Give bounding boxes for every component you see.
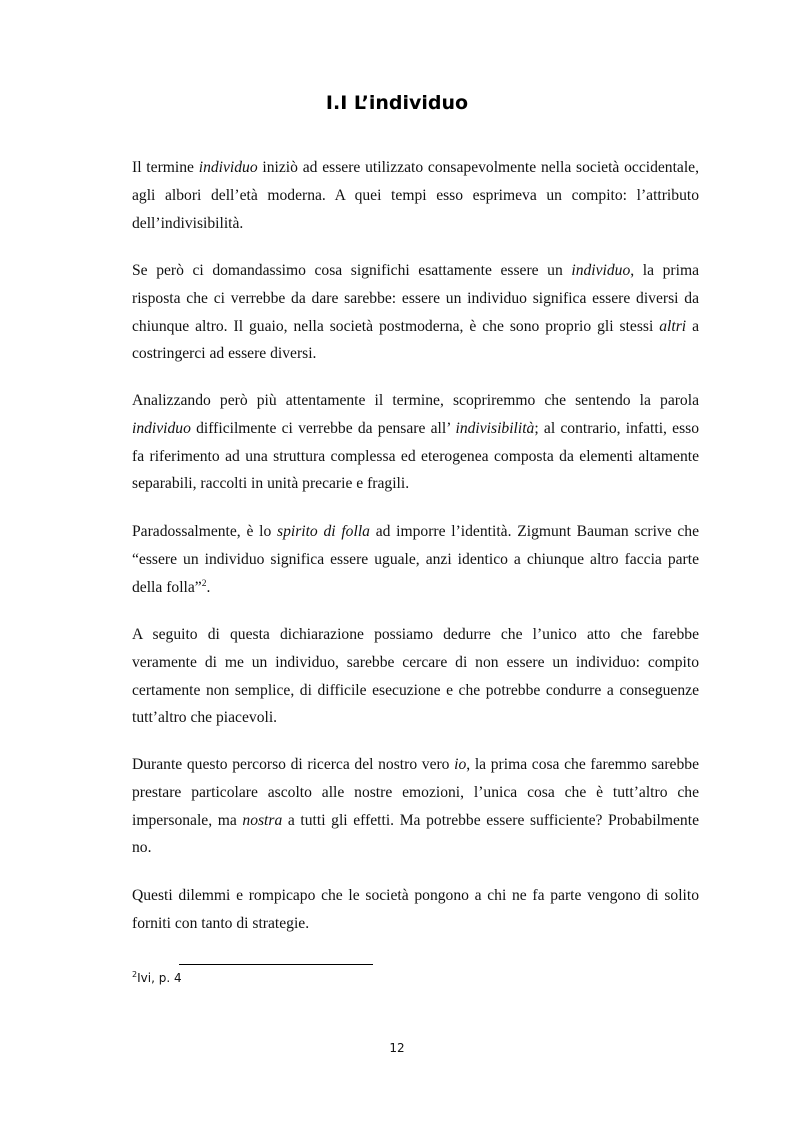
- paragraph-1: Il termine individuo iniziò ad essere utilizzato consapevolmente nella società occidentale, agli albori dell’età moderna. A quei tempi esso esprimeva un compito: l’attributo dell’indivisibilità.: [132, 159, 700, 232]
- paragraph-2: Se però ci domandassimo cosa significhi esattamente essere un individuo, la prima risposta che ci verrebbe da dare sarebbe: essere un individuo significa essere diversi da chiunque altro. Il guaio, nella società postmoderna, è che sono proprio gli stessi altri a costringerci ad essere diversi.: [132, 262, 699, 363]
- footnote-text: Ivi, p. 4: [137, 971, 182, 985]
- paragraph-7: Questi dilemmi e rompicapo che le società pongono a chi ne fa parte vengono di solito forniti con tanto di strategie.: [132, 887, 699, 932]
- footnote-reference: 2: [201, 578, 207, 589]
- footnote: [132, 971, 182, 985]
- paragraph-6: Durante questo percorso di ricerca del nostro vero io, la prima cosa che faremmo sarebbe prestare particolare ascolto alle nostre emozioni, l’unica cosa che è tutt’altro che impersonale, ma nostra a tutti gli effetti. Ma potrebbe essere sufficiente? Probabilmente no.: [132, 756, 699, 857]
- paragraph-4: Paradossalmente, è lo spirito di folla ad imporre l’identità. Zigmunt Bauman scrive che “essere un individuo significa essere uguale, anzi identico a chiunque altro faccia parte della folla”$^2$.: [132, 523, 700, 596]
- footnote-separator: [179, 964, 373, 965]
- paragraph-5: A seguito di questa dichiarazione possiamo dedurre che l’unico atto che farebbe veramente di me un individuo, sarebbe cercare di non essere un individuo: compito certamente non semplice, di difficile esecuzione e che potrebbe condurre a conseguenze tutt’altro che piacevoli.: [132, 626, 699, 727]
- page-number: 12: [389, 1041, 405, 1055]
- section-title: I.I L’individuo: [325, 92, 469, 114]
- footnote-marker: 2: [132, 970, 138, 979]
- paragraph-3: Analizzando però più attentamente il termine, scopriremmo che sentendo la parola individuo difficilmente ci verrebbe da pensare all’ indivisibilità; al contrario, infatti, esso fa riferimento ad una struttura complessa ed eterogenea composta da elementi altamente separabili, raccolti in unità precarie e fragili.: [132, 392, 700, 493]
